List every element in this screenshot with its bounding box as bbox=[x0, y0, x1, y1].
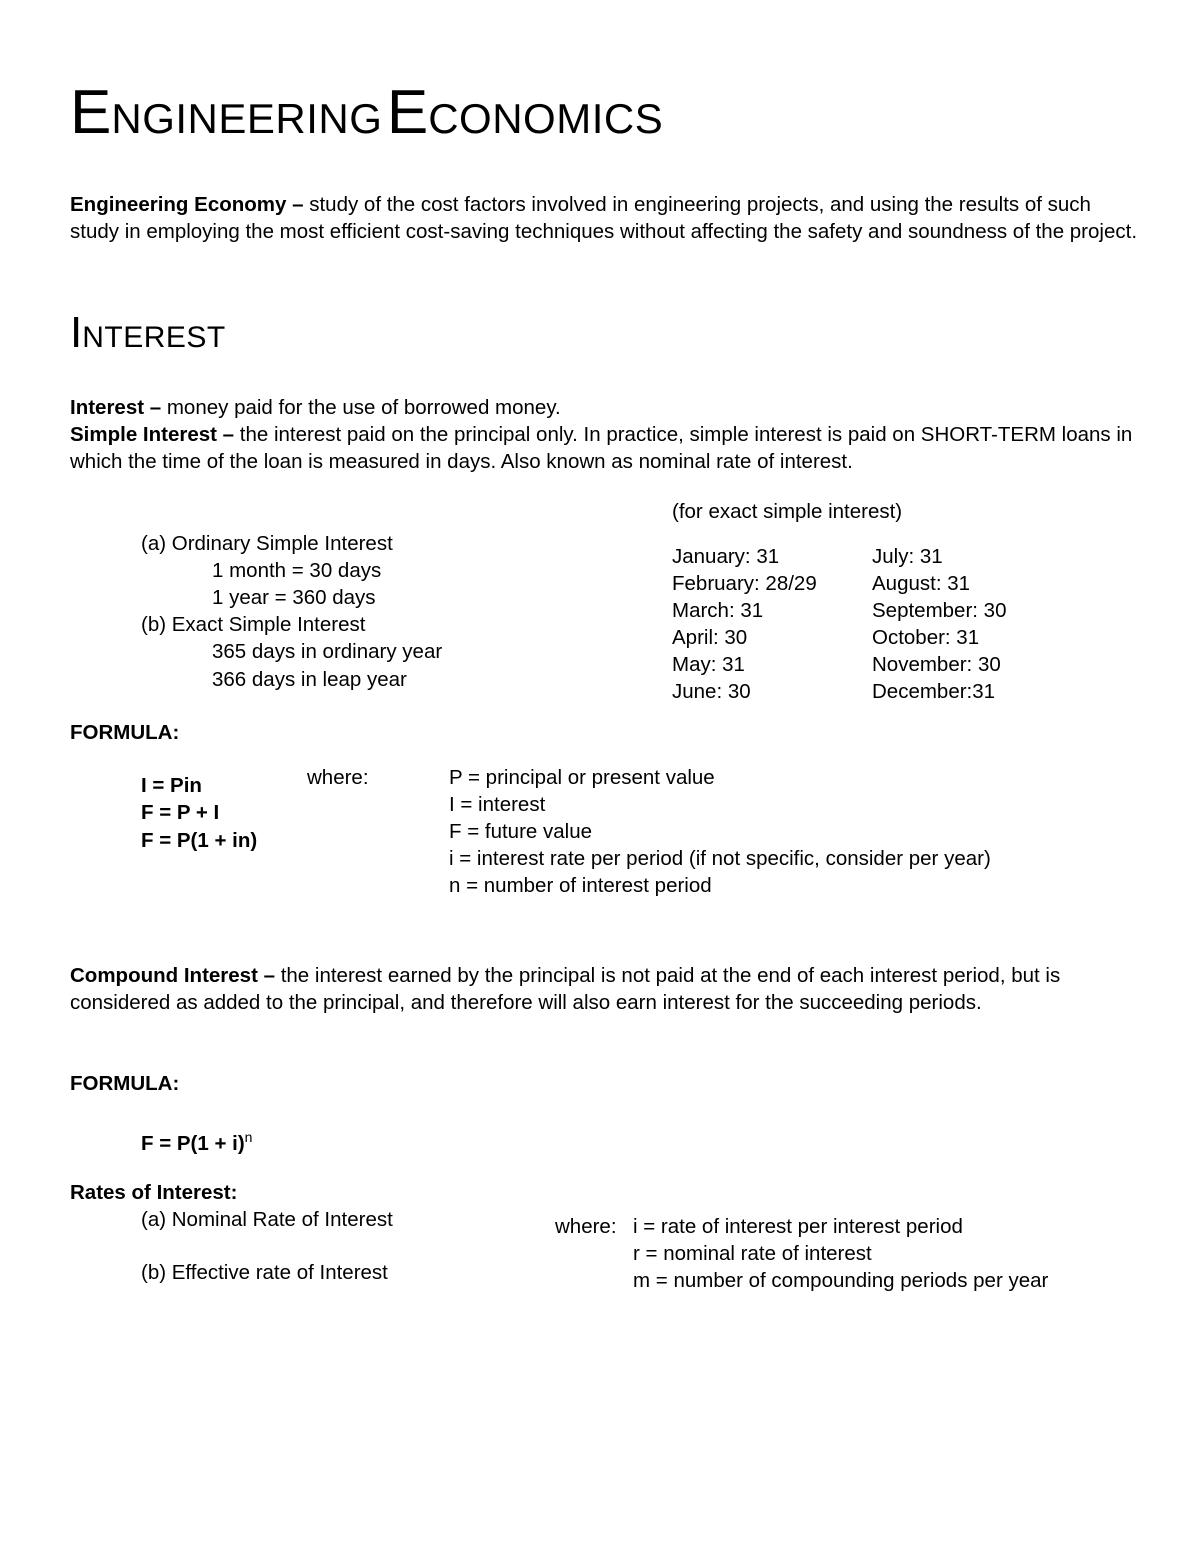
month-november: November: 30 bbox=[872, 653, 1001, 676]
simple-interest-term: Simple Interest – bbox=[70, 423, 235, 446]
formula-f-p-1-plus-in: F = P(1 + in) bbox=[141, 829, 258, 852]
exact-ordinary-year-rule: 365 days in ordinary year bbox=[212, 640, 443, 663]
month-december: December:31 bbox=[872, 680, 996, 703]
interest-heading: INTEREST bbox=[70, 308, 226, 357]
where-i-rate-period: i = rate of interest per interest period bbox=[633, 1215, 963, 1238]
page-title: ENGINEERING ECONOMICS bbox=[70, 78, 664, 147]
formula-f-p-plus-i: F = P + I bbox=[141, 801, 220, 824]
exact-leap-year-rule: 366 days in leap year bbox=[212, 668, 407, 691]
where-n: n = number of interest period bbox=[449, 874, 712, 897]
compound-interest-definition bbox=[70, 962, 1140, 1017]
where-r-nominal: r = nominal rate of interest bbox=[633, 1242, 872, 1265]
where-label-rates: where: bbox=[555, 1215, 617, 1238]
ordinary-month-rule: 1 month = 30 days bbox=[212, 559, 382, 582]
engineering-economy-term: Engineering Economy – bbox=[70, 193, 304, 216]
simple-interest-definition bbox=[70, 421, 1140, 476]
nominal-rate-item: (a) Nominal Rate of Interest bbox=[141, 1208, 393, 1231]
interest-text: money paid for the use of borrowed money. bbox=[161, 396, 561, 419]
formula-label-simple: FORMULA: bbox=[70, 721, 180, 744]
interest-definition bbox=[70, 394, 1140, 421]
where-i-rate: i = interest rate per period (if not specific, consider per year) bbox=[449, 847, 991, 870]
compound-interest-text: the interest earned by the principal is not paid at the end of each interest period, but is considered as added to the principal, and therefore will also earn interest for the succeeding periods. bbox=[70, 964, 1061, 1015]
formula-compound: $F = P(1 + i)^n$ bbox=[141, 1129, 253, 1155]
where-label-simple: where: bbox=[307, 766, 369, 789]
exact-simple-interest: (b) Exact Simple Interest bbox=[141, 613, 366, 636]
month-october: October: 31 bbox=[872, 626, 980, 649]
month-february: February: 28/29 bbox=[672, 572, 817, 595]
month-march: March: 31 bbox=[672, 599, 764, 622]
month-july: July: 31 bbox=[872, 545, 943, 568]
month-august: August: 31 bbox=[872, 572, 971, 595]
compound-interest-term: Compound Interest – bbox=[70, 964, 276, 987]
formula-label-compound: FORMULA: bbox=[70, 1072, 180, 1095]
month-june: June: 30 bbox=[672, 680, 751, 703]
interest-term: Interest – bbox=[70, 396, 162, 419]
rates-heading: Rates of Interest: bbox=[70, 1181, 238, 1204]
engineering-economy-definition bbox=[70, 191, 1140, 246]
where-p: P = principal or present value bbox=[449, 766, 715, 789]
formula-exponent: n bbox=[244, 1129, 253, 1145]
where-i-interest: I = interest bbox=[449, 793, 546, 816]
engineering-economy-text: study of the cost factors involved in engineering projects, and using the results of such study in employing the most efficient cost-saving techniques without affecting the safety and soundness of the project. bbox=[70, 193, 1138, 244]
ordinary-simple-interest: (a) Ordinary Simple Interest bbox=[141, 532, 393, 555]
months-caption: (for exact simple interest) bbox=[672, 500, 903, 523]
ordinary-year-rule: 1 year = 360 days bbox=[212, 586, 376, 609]
month-september: September: 30 bbox=[872, 599, 1007, 622]
effective-rate-item: (b) Effective rate of Interest bbox=[141, 1261, 388, 1284]
where-m-periods: m = number of compounding periods per year bbox=[633, 1269, 1049, 1292]
month-april: April: 30 bbox=[672, 626, 748, 649]
where-f: F = future value bbox=[449, 820, 593, 843]
month-may: May: 31 bbox=[672, 653, 745, 676]
simple-interest-text: the interest paid on the principal only. In practice, simple interest is paid on SHORT-TERM loans in which the time of the loan is measured in days. Also known as nominal rate of interest. bbox=[70, 423, 1133, 474]
formula-i-pin: I = Pin bbox=[141, 774, 202, 797]
month-january: January: 31 bbox=[672, 545, 780, 568]
